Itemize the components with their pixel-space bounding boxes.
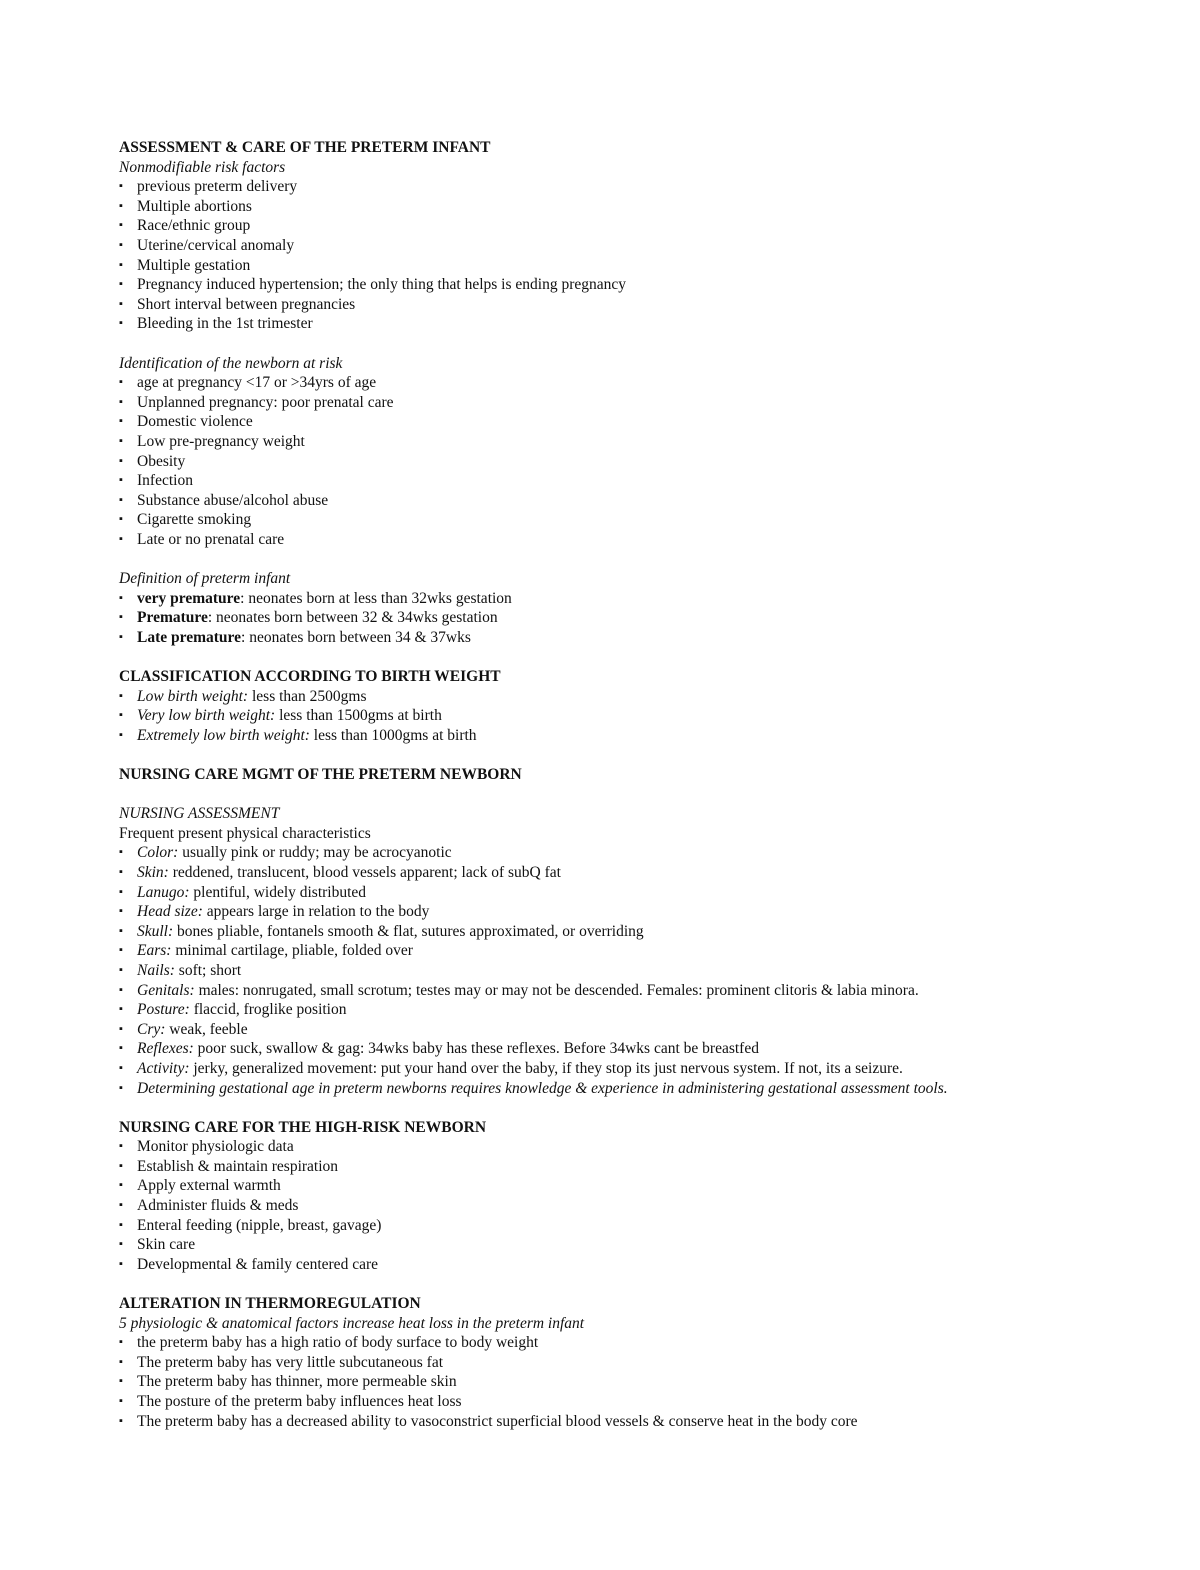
list-item: ▪ Developmental & family centered care: [119, 1255, 1119, 1275]
risk-factors-heading: Nonmodifiable risk factors: [119, 158, 286, 176]
definition-term: very premature: [137, 589, 241, 607]
section-title-high-risk-newborn: NURSING CARE FOR THE HIGH-RISK NEWBORN: [119, 1118, 487, 1136]
list-item: ▪ Administer fluids & meds: [119, 1196, 1119, 1216]
list-item: [119, 902, 1119, 922]
list-item: ▪ Bleeding in the 1st trimester: [119, 314, 1119, 334]
characteristic-text: poor suck, swallow & gag: 34wks baby has these reflexes. Before 34wks cant be breastfed: [193, 1040, 759, 1058]
list-item: [119, 863, 1119, 883]
characteristic-term: Lanugo:: [137, 883, 190, 901]
list-item: ▪ Obesity: [119, 452, 1119, 472]
characteristic-text: appears large in relation to the body: [202, 903, 430, 921]
list-item: ▪ age at pregnancy <17 or >34yrs of age: [119, 373, 1119, 393]
list-item-gestational-note: ▪ Determining gestational age in preterm newborns requires knowledge & experience in administering gestational assessment tools.: [119, 1079, 1119, 1099]
weight-term: Very low birth weight:: [137, 707, 276, 725]
characteristic-term: Genitals:: [137, 981, 195, 999]
preterm-definition-heading: Definition of preterm infant: [119, 570, 291, 588]
list-item: ▪ Apply external warmth: [119, 1176, 1119, 1196]
definition-text: : neonates born at less than 32wks gestation: [240, 589, 512, 607]
list-item: [119, 726, 1119, 746]
list-item: ▪ Multiple gestation: [119, 256, 1119, 276]
list-item: [119, 589, 1119, 609]
characteristic-term: Ears:: [137, 942, 172, 960]
list-item: ▪ the preterm baby has a high ratio of body surface to body weight: [119, 1333, 1119, 1353]
characteristic-term: Posture:: [137, 1001, 190, 1019]
list-item: [119, 608, 1119, 628]
list-item: ▪ Short interval between pregnancies: [119, 295, 1119, 315]
document-page: [119, 138, 1119, 1431]
list-item: ▪ Monitor physiologic data: [119, 1137, 1119, 1157]
weight-text: less than 1500gms at birth: [275, 707, 442, 725]
nursing-assessment-heading: NURSING ASSESSMENT: [119, 805, 280, 823]
list-item: ▪ Establish & maintain respiration: [119, 1157, 1119, 1177]
list-item: ▪ Low pre-pregnancy weight: [119, 432, 1119, 452]
list-item: [119, 981, 1119, 1001]
physical-characteristics-list: [119, 843, 1119, 1098]
newborn-at-risk-heading: Identification of the newborn at risk: [119, 354, 343, 372]
list-item: ▪ The preterm baby has a decreased ability to vasoconstrict superficial blood vessels & conserve heat in the body core: [119, 1412, 1119, 1432]
list-item: ▪ Domestic violence: [119, 412, 1119, 432]
characteristic-term: Color:: [137, 844, 179, 862]
list-item: ▪ Multiple abortions: [119, 197, 1119, 217]
weight-text: less than 1000gms at birth: [309, 726, 477, 744]
characteristic-term: Skull:: [137, 922, 174, 940]
section-title-thermoregulation: ALTERATION IN THERMOREGULATION: [119, 1295, 421, 1313]
high-risk-care-list: [119, 1137, 1119, 1274]
list-item: ▪ Skin care: [119, 1235, 1119, 1255]
section-title-nursing-care-mgmt: NURSING CARE MGMT OF THE PRETERM NEWBORN: [119, 766, 522, 783]
characteristic-term: Activity:: [137, 1059, 190, 1077]
characteristic-text: usually pink or ruddy; may be acrocyanotic: [178, 844, 452, 862]
list-item: ▪ Uterine/cervical anomaly: [119, 236, 1119, 256]
list-item: ▪ previous preterm delivery: [119, 177, 1119, 197]
physical-characteristics-intro: Frequent present physical characteristics: [119, 824, 371, 842]
list-item: [119, 961, 1119, 981]
list-item: [119, 1039, 1119, 1059]
heat-loss-factors-heading: 5 physiologic & anatomical factors increase heat loss in the preterm infant: [119, 1314, 585, 1332]
list-item: ▪ Race/ethnic group: [119, 216, 1119, 236]
list-item: [119, 941, 1119, 961]
list-item: [119, 687, 1119, 707]
list-item: ▪ Pregnancy induced hypertension; the only thing that helps is ending pregnancy: [119, 275, 1119, 295]
weight-text: less than 2500gms: [248, 687, 367, 705]
characteristic-text: reddened, translucent, blood vessels apparent; lack of subQ fat: [168, 863, 561, 881]
characteristic-term: Cry:: [137, 1020, 166, 1038]
list-item: [119, 1020, 1119, 1040]
definition-text: : neonates born between 32 & 34wks gestation: [207, 609, 498, 627]
characteristic-term: Reflexes:: [137, 1040, 194, 1058]
weight-term: Extremely low birth weight:: [137, 726, 310, 744]
newborn-at-risk-list: [119, 373, 1119, 549]
definition-term: Premature: [137, 609, 208, 627]
list-item: [119, 843, 1119, 863]
characteristic-text: minimal cartilage, pliable, folded over: [171, 942, 413, 960]
characteristic-term: Nails:: [137, 961, 175, 979]
characteristic-text: males: nonrugated, small scrotum; testes may or may not be descended. Females: prominent clitoris & labia minora.: [194, 981, 919, 999]
risk-factors-list: [119, 177, 1119, 334]
birth-weight-list: [119, 687, 1119, 746]
list-item: [119, 1059, 1119, 1079]
list-item: [119, 922, 1119, 942]
characteristic-term: Skin:: [137, 863, 169, 881]
characteristic-text: flaccid, froglike position: [189, 1001, 347, 1019]
weight-term: Low birth weight:: [137, 687, 249, 705]
list-item: ▪ Late or no prenatal care: [119, 530, 1119, 550]
characteristic-text: jerky, generalized movement: put your hand over the baby, if they stop its just nervous system. If not, its a seizure.: [189, 1059, 903, 1077]
list-item: ▪ Substance abuse/alcohol abuse: [119, 491, 1119, 511]
definition-text: : neonates born between 34 & 37wks: [241, 628, 471, 646]
list-item: ▪ Unplanned pregnancy: poor prenatal care: [119, 393, 1119, 413]
list-item: [119, 628, 1119, 648]
section-title-birth-weight: CLASSIFICATION ACCORDING TO BIRTH WEIGHT: [119, 668, 501, 686]
list-item: [119, 1000, 1119, 1020]
preterm-definition-list: [119, 589, 1119, 648]
list-item: ▪ Infection: [119, 471, 1119, 491]
list-item: [119, 883, 1119, 903]
characteristic-text: plentiful, widely distributed: [189, 883, 367, 901]
list-item: ▪ The posture of the preterm baby influences heat loss: [119, 1392, 1119, 1412]
list-item: ▪ Cigarette smoking: [119, 510, 1119, 530]
section-title-preterm-infant: ASSESSMENT & CARE OF THE PRETERM INFANT: [119, 139, 491, 156]
characteristic-text: bones pliable, fontanels smooth & flat, sutures approximated, or overriding: [173, 922, 644, 940]
definition-term: Late premature: [137, 628, 242, 646]
characteristic-text: soft; short: [174, 961, 242, 979]
list-item: ▪ The preterm baby has thinner, more permeable skin: [119, 1372, 1119, 1392]
characteristic-text: weak, feeble: [165, 1020, 248, 1038]
heat-loss-factors-list: [119, 1333, 1119, 1431]
characteristic-term: Head size:: [137, 903, 203, 921]
list-item: ▪ The preterm baby has very little subcutaneous fat: [119, 1353, 1119, 1373]
list-item: ▪ Enteral feeding (nipple, breast, gavage): [119, 1216, 1119, 1236]
list-item: [119, 706, 1119, 726]
